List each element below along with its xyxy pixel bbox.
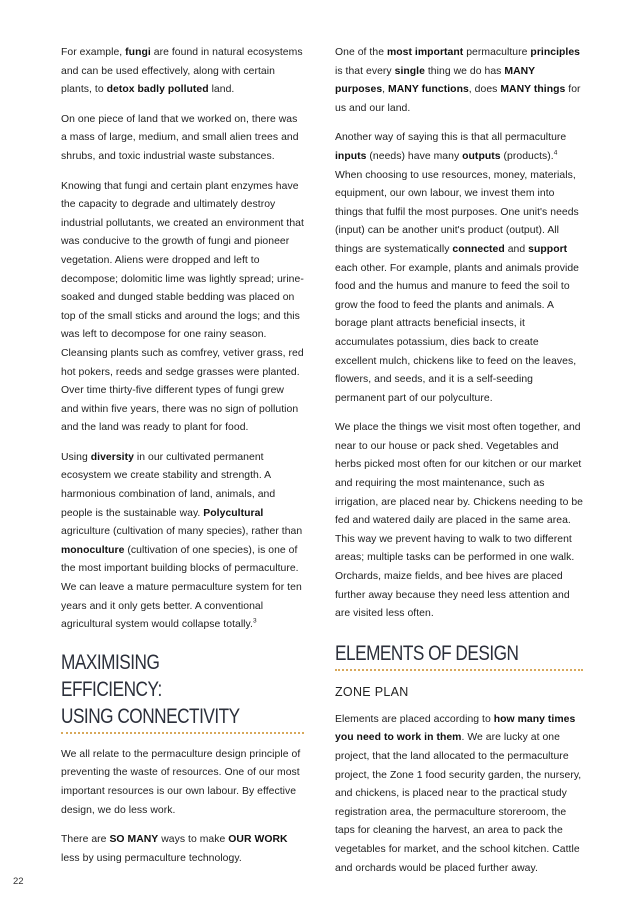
text: is that every: [335, 65, 395, 77]
dotted-divider: [335, 669, 583, 671]
paragraph-zone: [335, 711, 583, 878]
paragraph-placement: We place the things we visit most often together, and near to our house or pack shed. Vegetables and herbs picked most often for our kitchen or our market and requiring the most maintenance, such as irrigation, are placed near by. Chickens needing to be fed and watered daily are placed in the same area. This way we prevent having to walk to two different areas; multiple tasks can be performed in one walk. Orchards, maize fields, and bee hives are placed further away because they need less attention and are visited less often.: [335, 422, 583, 620]
paragraph-inputs-outputs: [335, 129, 583, 408]
text: (needs) have many: [366, 150, 463, 162]
heading-line: MAXIMISING EFFICIENCY:: [61, 650, 162, 701]
bold-text: outputs: [462, 150, 501, 162]
footnote-marker: 4: [553, 149, 558, 157]
paragraph-fungi: [61, 44, 304, 100]
bold-text: connected: [452, 243, 505, 255]
bold-text: fungi: [125, 47, 151, 58]
text: land.: [208, 84, 235, 96]
right-column: [335, 44, 583, 889]
text: There are: [61, 834, 110, 846]
text: in our cultivated permanent ecosystem we create stability and strength. A harmonious combination of land, animals, and people is the sustainable way.: [61, 451, 276, 519]
text: (products).: [500, 150, 554, 162]
text: Another way of saying this is that all permaculture: [335, 132, 567, 144]
page-number: 22: [13, 876, 24, 887]
bold-text: inputs: [335, 150, 367, 162]
bold-text: MANY purposes: [335, 65, 535, 96]
text: are found in natural ecosystems and can be used effectively, along with certain plants, to: [61, 47, 303, 96]
dotted-divider: [61, 732, 304, 734]
bold-text: OUR WORK: [228, 834, 288, 846]
left-column: [61, 44, 304, 879]
text: , does: [468, 84, 501, 96]
text: agriculture (cultivation of many species), rather than: [61, 526, 303, 538]
bold-text: monoculture: [61, 544, 125, 556]
text: When choosing to use resources, money, materials, equipment, our own labour, we invest them into things that fulfil the most purposes. One unit's needs (input) can be another unit's product (output). All things are systematically: [335, 169, 579, 255]
text: Using: [61, 451, 91, 463]
bold-text: support: [528, 243, 568, 255]
text: . We are lucky at one project, that the land allocated to the permaculture project, the Zone 1 food security garden, the nursery, and chickens, is placed near to the practical study registration area, the permaculture storeroom, the taps for cleaning the harvest, an area to pack the vegetables for market, and the school kitchen. Cattle and orchards would be placed further away.: [335, 732, 582, 874]
bold-text: principles: [530, 47, 581, 58]
bold-text: single: [394, 65, 425, 77]
bold-text: SO MANY: [109, 834, 159, 846]
bold-text: most important: [386, 47, 464, 58]
text: ,: [382, 84, 389, 96]
text: (cultivation of one species), is one of the most important building blocks of permaculture. We can leave a mature permaculture system for ten years and it only gets better. A conventional agricultural system would collapse totally.: [61, 544, 302, 631]
text: One of the: [335, 47, 387, 58]
section-heading-efficiency: [61, 649, 304, 734]
bold-text: MANY things: [500, 84, 566, 96]
footnote-marker: 3: [252, 617, 257, 625]
paragraph-labour: We all relate to the permaculture design principle of preventing the waste of resources. One of our most important resources is our own labour. By effective design, we do less work.: [61, 748, 301, 816]
text: ways to make: [158, 834, 229, 846]
text: For example,: [61, 47, 126, 58]
text: thing we do has: [424, 65, 505, 77]
heading-line: USING CONNECTIVITY: [61, 704, 240, 728]
section-heading-elements: [335, 640, 583, 671]
paragraph-principles: [335, 44, 583, 118]
text: Elements are placed according to: [335, 713, 494, 725]
bold-text: how many times you need to work in them: [335, 713, 576, 744]
paragraph-so-many: [61, 831, 304, 868]
paragraph-diversity: [61, 449, 304, 635]
bold-text: diversity: [90, 451, 134, 463]
text: for us and our land.: [335, 84, 581, 114]
paragraph-enzymes: Knowing that fungi and certain plant enzymes have the capacity to degrade and ultimately destroy industrial pollutants, we created an environment that was conducive to the growth of fungi and pioneer vegetation. Aliens were dropped and left to decompose; dolomitic lime was lightly spread; urine-soaked and dunged stable bedding was placed on top of the small sticks and around the logs; and this was left to decompose for one rainy season. Cleansing plants such as comfrey, vetiver grass, red hot pokers, reeds and sedge grasses were planted. Over time thirty-five different types of fungi grew and within five years, there was no sign of pollution and the land was ready to plant for food.: [61, 180, 304, 434]
bold-text: Polycultural: [203, 507, 264, 519]
subheading-zone-plan: ZONE PLAN: [335, 684, 409, 699]
text: permaculture: [463, 47, 531, 58]
bold-text: detox badly polluted: [106, 84, 209, 96]
heading-line: ELEMENTS OF DESIGN: [335, 641, 519, 665]
text: and: [504, 243, 529, 255]
text: each other. For example, plants and animals provide food and the humus and manure to feed the soil to grow the food to feed the plants and animals. A borage plant attracts beneficial insects, it accumulates potassium, dies back to create excellent mulch, chickens like to feed on the leaves, flowers, and seeds, and it is a self-seeding permanent part of our polyculture.: [335, 262, 579, 404]
text: less by using permaculture technology.: [61, 852, 242, 864]
paragraph-land: On one piece of land that we worked on, there was a mass of large, medium, and small alien trees and shrubs, and toxic industrial waste substances.: [61, 113, 299, 162]
bold-text: MANY functions: [388, 84, 469, 96]
